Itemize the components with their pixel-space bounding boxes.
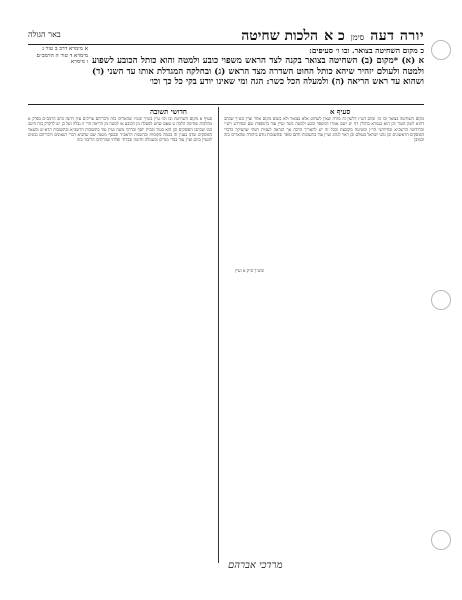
right-column-heading: סעיף א (330, 107, 351, 116)
left-column-heading-2: תשובה (150, 107, 169, 116)
main-text: א (א) *מקום (ב) השחיטה בצואר בקנה לצד הראש משפוי כובע ולמטה והוא כותל הכובע לשפוע ולמטה ולעולם יזהיר שיהא כותל החוט השדרה מצד הראש (ג) ובחלקה המגדלת אותו עד השני (ד) ושהוא עד ראש הריאה (ה) ולמעלה הכל כשר: הגה ומי שאינו יודע בקי כל כך וכו׳ (92, 56, 424, 87)
margin-notes: א מימרא דרב ב טור ג מימרא ד טור ה הרמב״ם ו מימרא (36, 46, 88, 65)
side-note: ובש״ך ס״ק א ועיין (234, 268, 264, 273)
book-title: יורה דעה (370, 28, 424, 44)
siman-number: כ א (324, 28, 345, 44)
handwritten-signature: מרדכי אברהם (228, 560, 283, 571)
punch-hole-bottom (431, 530, 451, 550)
siman-subheading: כ מקום השחיטה בצואר. ובו ו׳ סעיפים: (309, 46, 424, 55)
commentary-label: באר הגולה (28, 30, 61, 39)
left-column-heading (150, 107, 187, 116)
page-header (28, 28, 424, 44)
left-column-heading-1: חדושי (170, 107, 187, 116)
main-text-rule (28, 104, 424, 105)
section-title: הלכות שחיטה (241, 28, 319, 44)
left-column-text: סעיף א מקום השחיטה ובו וכו׳ עיין בש״ך ובט״ז שהאריכו בזה ודבריהם צריכים עיון דהנה כתב הרמב״ם בפרק א מהלכות שחיטה הלכה ט שאם שחט למעלה מן הכובע או למטה מן הריאה הרי זו נבלה ועל כן יש לדקדק בזה היטב כמו שכתבו הפוסקים וכן הוא בטור ובבית יוסף ובדרכי משה ועיין עוד בתשובות הרשב״א ובתשובות הרא״ש ובשאר הפוסקים שדנו בענין זה בכמה מקומות ובהשגות הראב״ד ובכסף משנה שם שהביא דברי הגאונים ודבריהם נכונים למעיין בהם ועיין עוד בפרי מגדים ובשמלה חדשה ובכרתי ופלתי שהרחיבו הדיבור בזה (28, 116, 212, 143)
column-divider (218, 107, 219, 563)
punch-hole-middle (431, 290, 451, 310)
right-column-text: מקום השחיטה בצואר ובו כו׳ וכתב הט״ז דלשון זה מורה שאין לשחוט אלא בצואר ולא בשום מקום אחר ועיין בש״ך שכתב דהוא לשון הטור וכן הוא בגמרא בחולין דף יט ושם אמרו דמשפוי כובע ולמטה כשר ועיין עוד בתוספות שם ובפירוש רש״י ובחידושי הרשב״א ובחידושי הר״ן ובשיטה מקובצת ובכל זה יש להאריך הרבה אך הנראה לעניות דעתי שהעיקר כדברי הפוסקים הראשונים וכן נהגו ישראל מעולם וכן ראוי לנהוג ועיין עוד בתשובות חתם סופר ובתשובות נודע ביהודה שהאריכו בזה וכמובן (224, 116, 424, 143)
header-rule (28, 44, 424, 45)
punch-hole-top (431, 40, 451, 60)
siman-label: סימן (350, 33, 365, 42)
